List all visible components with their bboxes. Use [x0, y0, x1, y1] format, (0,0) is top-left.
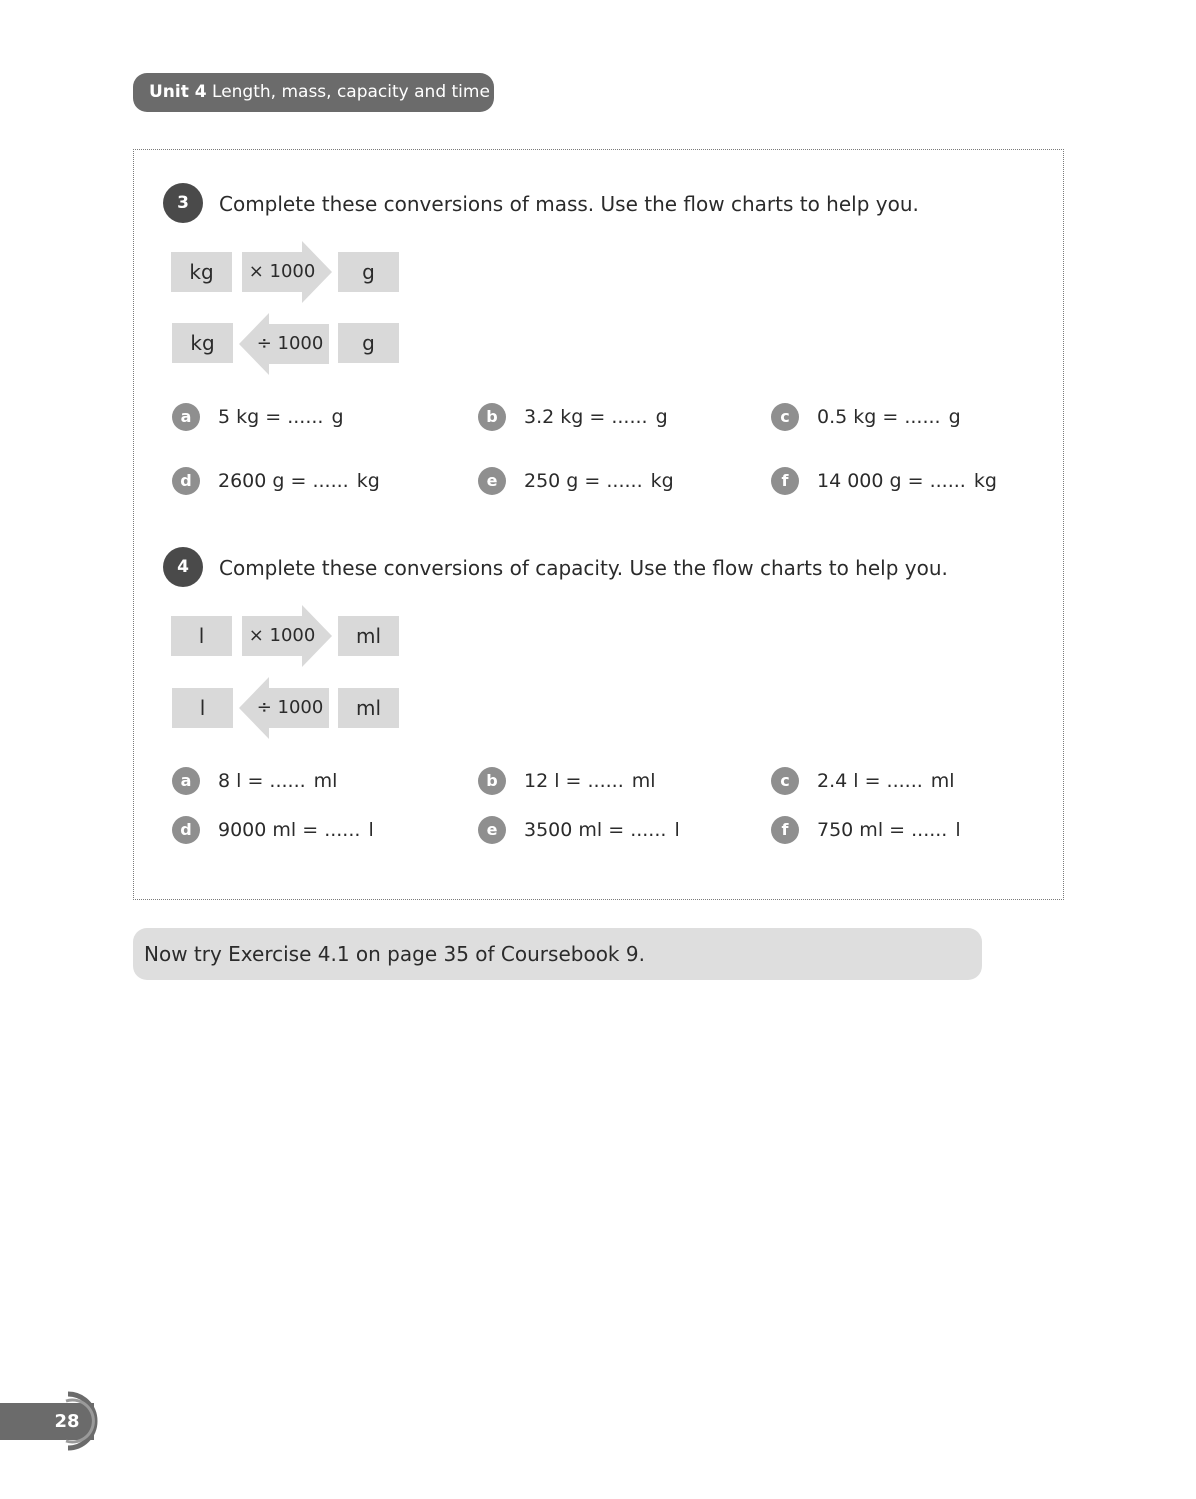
- part-label-badge: b: [478, 767, 506, 795]
- part-label-badge: d: [172, 816, 200, 844]
- part-label-badge: c: [771, 403, 799, 431]
- q3-part-d: [172, 467, 380, 495]
- answer-blank: ......: [287, 406, 324, 428]
- part-label-badge: c: [771, 767, 799, 795]
- q3-flow2-arrow: [239, 313, 329, 375]
- part-expression: 2.4 l =: [817, 770, 881, 792]
- q3-flow1-to: g: [338, 252, 399, 292]
- q3-flow2-from: kg: [172, 323, 233, 363]
- answer-blank: ......: [587, 770, 624, 792]
- q4-flow2-to: ml: [338, 688, 399, 728]
- q4-flow1-to: ml: [338, 616, 399, 656]
- q4-part-f: [771, 816, 961, 844]
- q3-part-c: [771, 403, 961, 431]
- part-expression: 3500 ml =: [524, 819, 625, 841]
- unit-header: [133, 73, 494, 112]
- q4-flow1-from: l: [171, 616, 232, 656]
- q4-part-e: [478, 816, 680, 844]
- q3-flow1-operation: × 1000: [248, 261, 316, 282]
- answer-blank: ......: [630, 819, 667, 841]
- part-expression: 250 g =: [524, 470, 601, 492]
- answer-unit: ml: [930, 770, 955, 792]
- unit-number: Unit 4: [149, 82, 207, 102]
- part-label-badge: a: [172, 403, 200, 431]
- answer-unit: l: [674, 819, 680, 841]
- question-4-number: 4: [163, 547, 203, 587]
- part-label-badge: f: [771, 816, 799, 844]
- part-label-badge: f: [771, 467, 799, 495]
- answer-unit: ml: [631, 770, 656, 792]
- q4-flow2-arrow: [239, 677, 329, 739]
- part-expression: 12 l =: [524, 770, 582, 792]
- answer-unit: l: [955, 819, 961, 841]
- q3-part-e: [478, 467, 674, 495]
- q3-flow2-to: g: [338, 323, 399, 363]
- unit-title: Length, mass, capacity and time: [212, 82, 490, 102]
- q4-part-a: [172, 767, 337, 795]
- answer-unit: g: [331, 406, 344, 428]
- part-expression: 750 ml =: [817, 819, 906, 841]
- part-label-badge: e: [478, 467, 506, 495]
- answer-blank: ......: [606, 470, 643, 492]
- part-expression: 2600 g =: [218, 470, 307, 492]
- part-expression: 3.2 kg =: [524, 406, 606, 428]
- part-expression: 14 000 g =: [817, 470, 924, 492]
- coursebook-reference-note: Now try Exercise 4.1 on page 35 of Coursebook 9.: [133, 928, 982, 980]
- q4-part-b: [478, 767, 656, 795]
- answer-unit: g: [655, 406, 668, 428]
- answer-unit: g: [948, 406, 961, 428]
- answer-unit: ml: [313, 770, 338, 792]
- answer-unit: kg: [973, 470, 997, 492]
- q4-flow1-arrow: [242, 605, 332, 667]
- q4-part-c: [771, 767, 955, 795]
- answer-blank: ......: [929, 470, 966, 492]
- q3-part-a: [172, 403, 344, 431]
- answer-blank: ......: [611, 406, 648, 428]
- answer-blank: ......: [269, 770, 306, 792]
- part-label-badge: a: [172, 767, 200, 795]
- part-label-badge: e: [478, 816, 506, 844]
- q3-part-b: [478, 403, 668, 431]
- part-expression: 0.5 kg =: [817, 406, 899, 428]
- answer-unit: kg: [650, 470, 674, 492]
- question-3-number: 3: [163, 183, 203, 223]
- q3-flow1-from: kg: [171, 252, 232, 292]
- question-4-instruction: Complete these conversions of capacity. Use the flow charts to help you.: [219, 556, 948, 580]
- q3-flow2-operation: ÷ 1000: [256, 333, 324, 354]
- q3-flow1-arrow: [242, 241, 332, 303]
- q4-flow2-from: l: [172, 688, 233, 728]
- answer-unit: l: [368, 819, 374, 841]
- question-3-instruction: Complete these conversions of mass. Use the flow charts to help you.: [219, 192, 919, 216]
- q3-part-f: [771, 467, 997, 495]
- q4-part-d: [172, 816, 374, 844]
- answer-blank: ......: [904, 406, 941, 428]
- part-label-badge: b: [478, 403, 506, 431]
- part-expression: 5 kg =: [218, 406, 282, 428]
- part-label-badge: d: [172, 467, 200, 495]
- answer-blank: ......: [312, 470, 349, 492]
- answer-blank: ......: [886, 770, 923, 792]
- part-expression: 9000 ml =: [218, 819, 319, 841]
- q4-flow2-operation: ÷ 1000: [256, 697, 324, 718]
- page-number: 28: [54, 1411, 80, 1432]
- part-expression: 8 l =: [218, 770, 264, 792]
- answer-blank: ......: [911, 819, 948, 841]
- answer-unit: kg: [356, 470, 380, 492]
- q4-flow1-operation: × 1000: [248, 625, 316, 646]
- answer-blank: ......: [324, 819, 361, 841]
